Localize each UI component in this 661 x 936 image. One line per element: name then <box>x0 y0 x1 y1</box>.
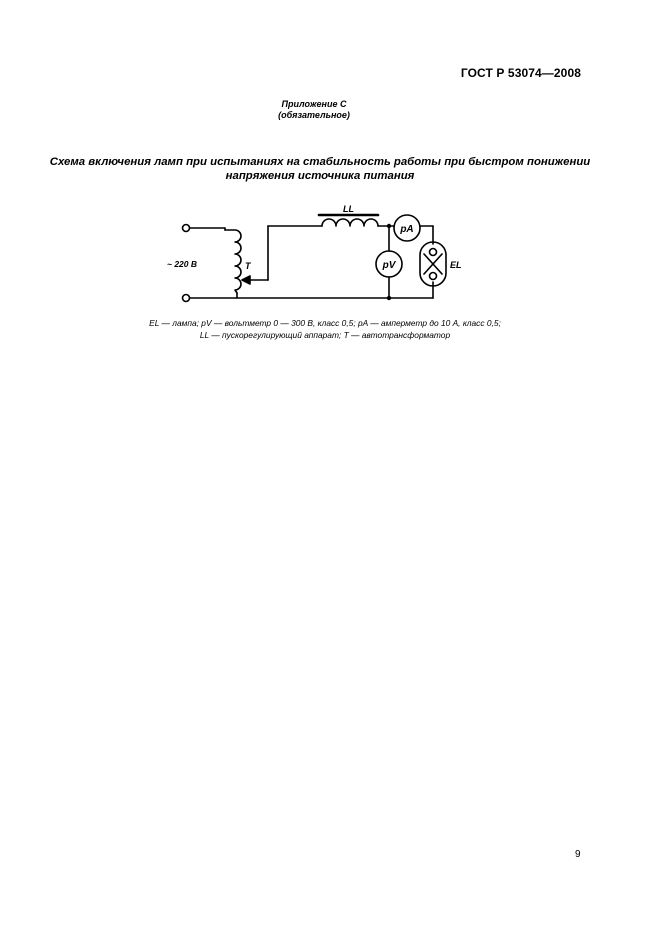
transformer-tap <box>245 226 322 280</box>
circuit-diagram <box>0 0 661 340</box>
junction-node <box>387 296 391 300</box>
input-terminal-bottom <box>183 295 190 302</box>
figure-legend-line-1: EL — лампа; pV — вольтметр 0 — 300 В, класс 0,5; pA — амперметр до 10 А, класс 0,5; <box>149 318 501 328</box>
tap-arrow-icon <box>242 276 250 284</box>
figure-title-line-1: Схема включения ламп при испытаниях на стабильность работы при быстром понижении <box>49 156 591 168</box>
voltmeter-label: pV <box>382 260 396 271</box>
ammeter-label: pA <box>400 224 414 235</box>
figure-legend <box>60 317 590 341</box>
ballast-coil <box>322 219 378 226</box>
junction-node <box>387 224 391 228</box>
page-number: 9 <box>575 849 581 860</box>
supply-wiring <box>189 228 389 298</box>
appendix-status: (обязательное) <box>278 110 350 120</box>
standard-number: ГОСТ Р 53074—2008 <box>460 66 581 80</box>
lamp-label: EL <box>450 260 462 270</box>
figure-legend-line-2: LL — пускорегулирующий аппарат; T — автотрансформатор <box>199 330 451 340</box>
ballast-label: LL <box>343 204 354 214</box>
lamp-symbol <box>420 242 446 286</box>
figure-title-line-2: напряжения источника питания <box>225 170 415 182</box>
supply-voltage-label: ~ 220 В <box>167 259 198 269</box>
autotransformer-coil <box>225 230 241 293</box>
transformer-label: T <box>245 261 251 271</box>
appendix-label: Приложение С <box>281 99 347 109</box>
input-terminal-top <box>183 225 190 232</box>
